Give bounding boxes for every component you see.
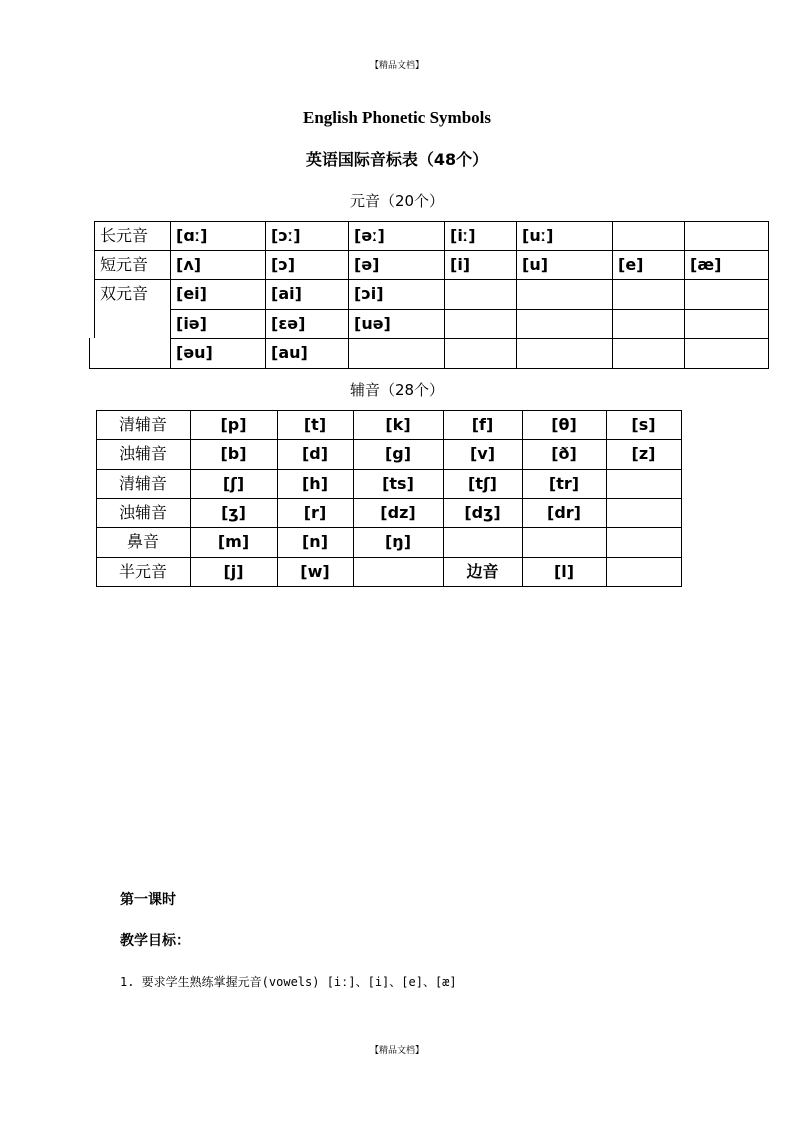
vowel-symbol: [ai] xyxy=(271,284,302,303)
vowel-symbol: [iː] xyxy=(450,226,476,245)
consonant-symbol: [dʒ] xyxy=(464,503,501,522)
consonant-symbol: [v] xyxy=(469,444,496,463)
objective-item: 1. 要求学生熟练掌握元音(vowels) [iː]、[i]、[e]、[æ] xyxy=(120,975,457,989)
vowel-symbol: [æ] xyxy=(690,255,722,274)
consonant-symbol: [θ] xyxy=(551,415,577,434)
vowel-symbol: [e] xyxy=(618,255,644,274)
consonant-symbol: [tʃ] xyxy=(468,474,497,493)
vowel-table-border xyxy=(684,221,685,369)
vowel-symbol: [i] xyxy=(450,255,471,274)
consonant-section-heading: 辅音（28个） xyxy=(349,381,445,399)
title-english: English Phonetic Symbols xyxy=(303,108,491,127)
vowel-symbol: [uː] xyxy=(522,226,554,245)
consonant-symbol: [k] xyxy=(385,415,411,434)
vowel-table-border xyxy=(768,221,769,369)
vowel-row-label: 双元音 xyxy=(100,284,149,303)
vowel-symbol: [ə] xyxy=(354,255,380,274)
lesson-title: 第一课时 xyxy=(120,892,176,908)
consonant-symbol: [t] xyxy=(303,415,327,434)
consonant-symbol: [ʒ] xyxy=(221,503,246,522)
vowel-symbol: [u] xyxy=(522,255,549,274)
title-chinese: 英语国际音标表（48个） xyxy=(305,150,489,169)
consonant-row-label: 清辅音 xyxy=(118,474,167,493)
consonant-symbol: [r] xyxy=(303,503,327,522)
consonant-row-label: 浊辅音 xyxy=(118,503,167,522)
vowel-symbol: [uə] xyxy=(354,314,391,333)
consonant-symbol: 边音 xyxy=(466,562,499,581)
page-header: 【精品文档】 xyxy=(369,61,424,71)
consonant-symbol: [d] xyxy=(301,444,329,463)
consonant-symbol: [z] xyxy=(631,444,656,463)
consonant-symbol: [b] xyxy=(220,444,247,463)
page-footer: 【精品文档】 xyxy=(369,1046,424,1056)
vowel-table-border xyxy=(170,338,769,339)
consonant-symbol: [f] xyxy=(471,415,494,434)
vowel-symbol: [ɑː] xyxy=(176,226,208,245)
consonant-table-border xyxy=(96,586,682,587)
vowel-symbol: [ei] xyxy=(176,284,207,303)
vowel-symbol: [ɔː] xyxy=(271,226,301,245)
consonant-symbol: [n] xyxy=(301,532,328,551)
vowel-symbol: [au] xyxy=(271,343,308,362)
consonant-row-label: 半元音 xyxy=(118,562,167,581)
consonant-table-border xyxy=(681,410,682,587)
consonant-row-label: 清辅音 xyxy=(118,415,167,434)
vowel-row-label: 长元音 xyxy=(100,226,149,245)
consonant-symbol: [l] xyxy=(553,562,575,581)
vowel-table-border xyxy=(612,221,613,369)
consonant-row-label: 浊辅音 xyxy=(118,444,167,463)
consonant-symbol: [g] xyxy=(384,444,412,463)
consonant-symbol: [tr] xyxy=(548,474,580,493)
objectives-label: 教学目标： xyxy=(120,933,190,949)
consonant-symbol: [m] xyxy=(217,532,250,551)
vowel-symbol: [ʌ] xyxy=(176,255,202,274)
vowel-symbol: [ɔ] xyxy=(271,255,296,274)
vowel-symbol: [əu] xyxy=(176,343,213,362)
consonant-symbol: [w] xyxy=(300,562,330,581)
vowel-section-heading: 元音（20个） xyxy=(349,192,445,210)
vowel-table-border xyxy=(170,309,769,310)
consonant-symbol: [ŋ] xyxy=(384,532,411,551)
vowel-row-label: 短元音 xyxy=(100,255,149,274)
vowel-symbol: [əː] xyxy=(354,226,385,245)
consonant-symbol: [dz] xyxy=(380,503,416,522)
consonant-symbol: [p] xyxy=(220,415,247,434)
consonant-symbol: [j] xyxy=(223,562,244,581)
vowel-symbol: [iə] xyxy=(176,314,207,333)
consonant-row-label: 鼻音 xyxy=(126,532,159,551)
consonant-symbol: [s] xyxy=(631,415,656,434)
consonant-symbol: [ts] xyxy=(382,474,414,493)
vowel-table-border xyxy=(89,368,769,369)
consonant-symbol: [dr] xyxy=(547,503,581,522)
consonant-symbol: [ð] xyxy=(551,444,577,463)
consonant-symbol: [h] xyxy=(301,474,328,493)
vowel-symbol: [εə] xyxy=(271,314,306,333)
consonant-symbol: [ʃ] xyxy=(222,474,245,493)
vowel-symbol: [ɔi] xyxy=(354,284,384,303)
vowel-table-border xyxy=(89,338,90,368)
